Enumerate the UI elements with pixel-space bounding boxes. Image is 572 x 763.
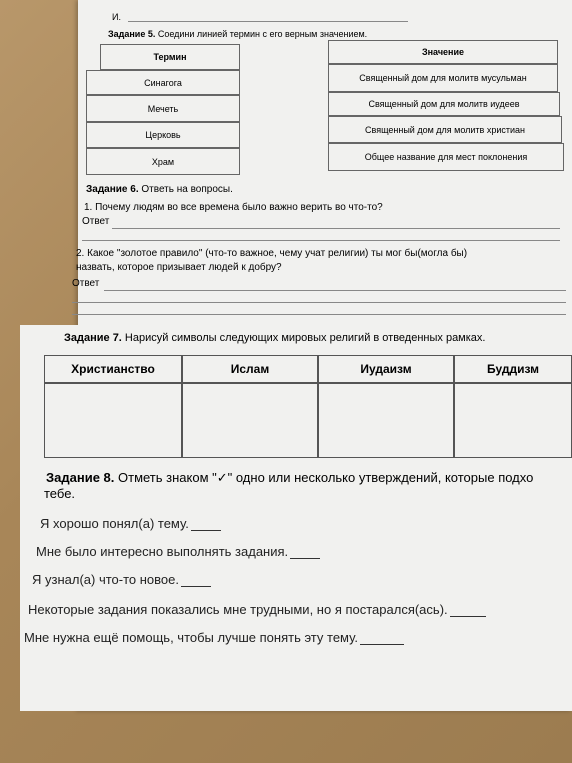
statement-1-check-blank[interactable] — [191, 529, 221, 531]
task7-number: Задание 7. — [64, 332, 122, 344]
statement-1-text: Я хорошо понял(а) тему. — [40, 516, 189, 531]
task6-answer-label-2: Ответ — [72, 278, 100, 289]
term-cell-4: Храм — [86, 148, 240, 175]
task6-title — [86, 184, 233, 195]
task6-question-2-line2: назвать, которое призывает людей к добру? — [76, 262, 282, 273]
religion-header-buddhism: Буддизм — [454, 355, 572, 383]
draw-box-christianity[interactable] — [44, 383, 182, 458]
statement-5 — [24, 630, 404, 645]
meaning-cell-4: Общее название для мест поклонения — [328, 143, 564, 171]
statement-2 — [36, 544, 320, 559]
statement-4-text: Некоторые задания показались мне трудными, но я постарался(ась). — [28, 602, 448, 617]
answer-line-2b — [72, 302, 566, 303]
answer-line-1b — [82, 240, 560, 241]
religion-header-islam: Ислам — [182, 355, 318, 383]
task8-title-line2: тебе. — [44, 486, 76, 501]
task7-title — [64, 332, 485, 344]
task6-instruction: Ответь на вопросы. — [138, 184, 233, 195]
meaning-cell-1: Священный дом для молитв мусульман — [328, 64, 558, 92]
religion-header-judaism: Иудаизм — [318, 355, 454, 383]
statement-4-check-blank[interactable] — [450, 615, 486, 617]
statement-5-text: Мне нужна ещё помощь, чтобы лучше понять эту тему. — [24, 630, 358, 645]
statement-3 — [32, 572, 211, 587]
statement-5-check-blank[interactable] — [360, 643, 404, 645]
statement-3-check-blank[interactable] — [181, 585, 211, 587]
name-label — [112, 12, 121, 22]
task6-number: Задание 6. — [86, 184, 139, 195]
name-line-text: И. — [112, 12, 121, 22]
answer-line-2c — [72, 314, 566, 315]
task8-number: Задание 8. — [46, 470, 115, 485]
term-cell-2: Мечеть — [86, 95, 240, 122]
statement-4 — [28, 602, 486, 617]
task6-answer-label-1: Ответ — [82, 216, 110, 227]
term-cell-3: Церковь — [86, 122, 240, 148]
task5-number: Задание 5. — [108, 29, 156, 39]
task6-question-2-line1: 2. Какое "золотое правило" (что-то важное, чему учат религии) ты мог бы(могла бы) — [76, 248, 468, 259]
term-cell-1: Синагога — [86, 70, 240, 95]
task7-instruction: Нарисуй символы следующих мировых религий в отведенных рамках. — [121, 332, 486, 344]
statement-3-text: Я узнал(а) что-то новое. — [32, 572, 179, 587]
statement-2-check-blank[interactable] — [290, 557, 320, 559]
meaning-cell-3: Священный дом для молитв христиан — [328, 116, 562, 143]
task5-title — [108, 29, 367, 39]
task8-instruction: Отметь знаком "✓" одно или несколько утверждений, которые подхо — [114, 470, 534, 485]
draw-box-buddhism[interactable] — [454, 383, 572, 458]
meaning-header: Значение — [328, 40, 558, 64]
task5-instruction: Соедини линией термин с его верным значением. — [155, 29, 368, 39]
answer-line-1a — [112, 228, 560, 229]
name-underline — [128, 21, 408, 22]
task8-title — [46, 470, 533, 486]
term-header: Термин — [100, 44, 240, 70]
statement-2-text: Мне было интересно выполнять задания. — [36, 544, 289, 559]
task6-question-1: 1. Почему людям во все времена было важно верить во что-то? — [84, 202, 383, 213]
draw-box-islam[interactable] — [182, 383, 318, 458]
religion-header-christianity: Христианство — [44, 355, 182, 383]
statement-1 — [40, 516, 221, 531]
draw-box-judaism[interactable] — [318, 383, 454, 458]
answer-line-2a — [104, 290, 566, 291]
meaning-cell-2: Священный дом для молитв иудеев — [328, 92, 560, 116]
